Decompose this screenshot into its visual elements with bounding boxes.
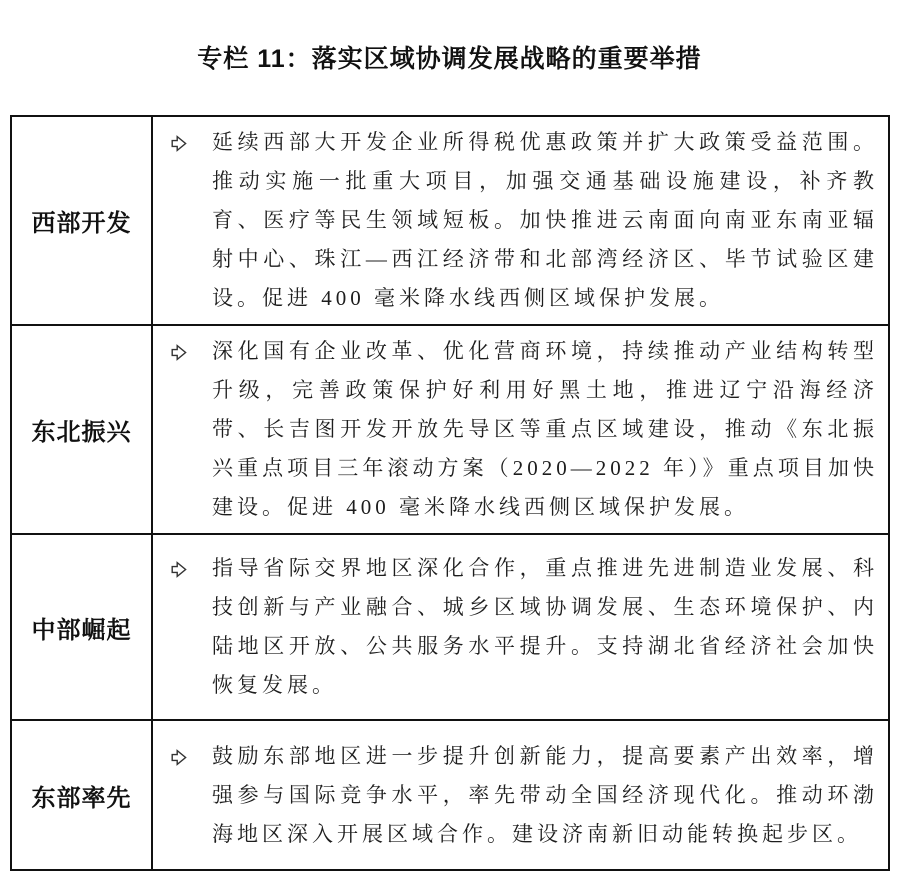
table-row (12, 719, 888, 869)
measure-text: 鼓励东部地区进一步提升创新能力，提高要素产出效率，增强参与国际竞争水平，率先带动全国经济现代化。推动环渤海地区深入开展区域合作。建设济南新旧动能转换起步区。 (212, 743, 878, 846)
region-label: 东部率先 (12, 721, 153, 869)
row-content-cell (153, 117, 888, 324)
measures-table (10, 115, 890, 871)
region-label: 中部崛起 (12, 535, 153, 719)
table-row (12, 117, 888, 324)
measure-text: 深化国有企业改革、优化营商环境，持续推动产业结构转型升级，完善政策保护好利用好黑土地，推进辽宁沿海经济带、长吉图开发开放先导区等重点区域建设，推动《东北振兴重点项目三年滚动方案（2020—2022 年）》重点项目加快建设。促进 400 毫米降水线西侧区域保护发展。 (212, 339, 878, 519)
region-label: 西部开发 (12, 117, 153, 324)
table-row (12, 324, 888, 533)
right-arrow-icon (171, 135, 187, 152)
region-label: 东北振兴 (12, 326, 153, 533)
right-arrow-icon (171, 344, 187, 361)
table-row (12, 533, 888, 719)
row-content-cell (153, 535, 888, 719)
measure-text: 指导省际交界地区深化合作，重点推进先进制造业发展、科技创新与产业融合、城乡区域协调发展、生态环境保护、内陆地区开放、公共服务水平提升。支持湖北省经济社会加快恢复发展。 (212, 556, 878, 697)
row-content-cell (153, 721, 888, 869)
row-content-cell (153, 326, 888, 533)
measure-text: 延续西部大开发企业所得税优惠政策并扩大政策受益范围。推动实施一批重大项目，加强交通基础设施建设，补齐教育、医疗等民生领域短板。加快推进云南面向南亚东南亚辐射中心、珠江—西江经济带和北部湾经济区、毕节试验区建设。促进 400 毫米降水线西侧区域保护发展。 (212, 130, 878, 310)
page-title: 专栏 11：落实区域协调发展战略的重要举措 (197, 45, 702, 73)
right-arrow-icon (171, 561, 187, 578)
right-arrow-icon (171, 749, 187, 766)
